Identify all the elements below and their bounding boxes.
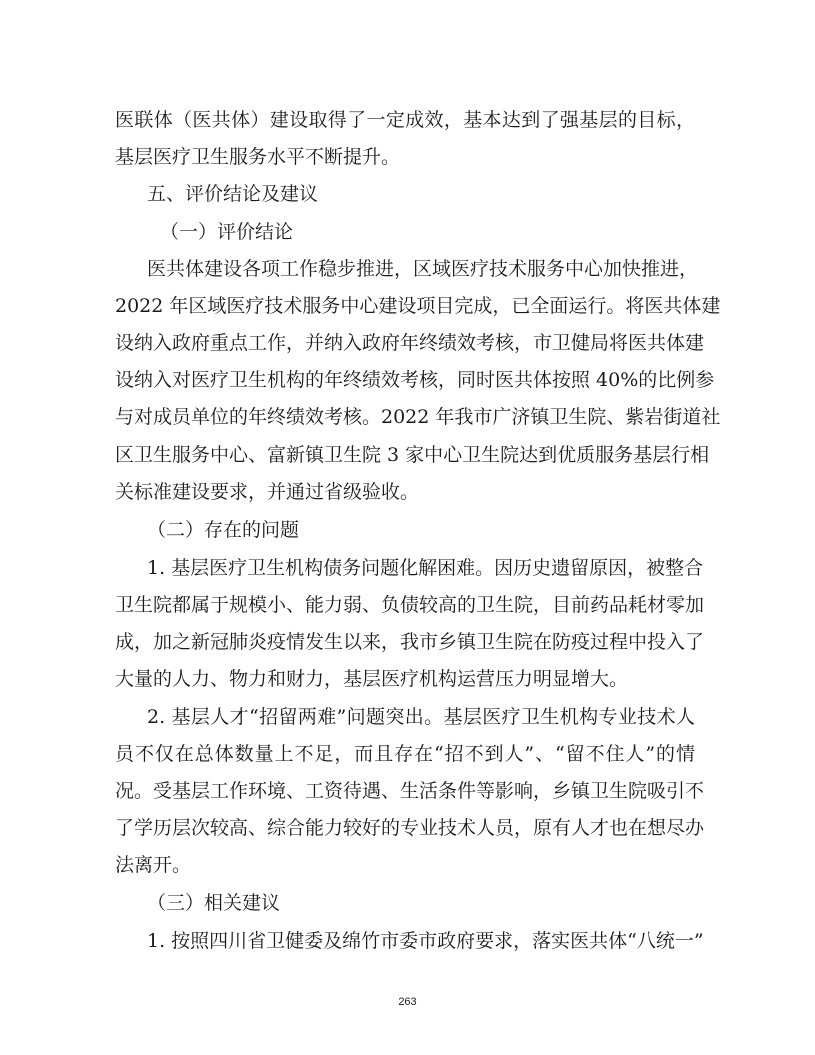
text-line: 1. 基层医疗卫生机构债务问题化解困难。因历史遗留原因，被整合 [147,557,704,579]
page-number: 263 [398,996,417,1008]
text-line: 2. 基层人才“招留两难”问题突出。基层医疗卫生机构专业技术人 [147,706,695,728]
subsection-heading: （二）存在的问题 [147,519,300,541]
subsection-heading: （三）相关建议 [147,892,281,914]
text-line: 医联体（医共体）建设取得了一定成效，基本达到了强基层的目标， [115,109,695,131]
text-line: 关标准建设要求，并通过省级验收。 [115,481,420,503]
text-line: 大量的人力、物力和财力，基层医疗机构运营压力明显增大。 [115,668,629,690]
text-line: 设纳入对医疗卫生机构的年终绩效考核，同时医共体按照 40%的比例参 [115,369,715,391]
text-line: 与对成员单位的年终绩效考核。2022 年我市广济镇卫生院、紫岩街道社 [115,406,721,428]
text-line: 成，加之新冠肺炎疫情发生以来，我市乡镇卫生院在防疫过程中投入了 [115,631,705,653]
text-line: 员不仅在总体数量上不足，而且存在“招不到人”、“留不住人”的情 [115,743,695,765]
text-line: 设纳入政府重点工作，并纳入政府年终绩效考核，市卫健局将医共体建 [115,332,705,354]
text-line: 医共体建设各项工作稳步推进，区域医疗技术服务中心加快推进， [147,258,699,280]
text-line: 了学历层次较高、综合能力较好的专业技术人员，原有人才也在想尽办 [115,817,705,839]
text-line: 1. 按照四川省卫健委及绵竹市委市政府要求，落实医共体“八统一” [147,930,704,952]
text-line: 基层医疗卫生服务水平不断提升。 [115,146,401,168]
text-line: 卫生院都属于规模小、能力弱、负债较高的卫生院，目前药品耗材零加 [115,594,705,616]
text-line: 区卫生服务中心、富新镇卫生院 3 家中心卫生院达到优质服务基层行相 [115,444,710,466]
text-line: 况。受基层工作环境、工资待遇、生活条件等影响，乡镇卫生院吸引不 [115,780,705,802]
section-heading: 五、评价结论及建议 [147,183,319,205]
text-line: 2022 年区域医疗技术服务中心建设项目完成，已全面运行。将医共体建 [115,295,721,317]
subsection-heading: （一）评价结论 [160,221,294,243]
text-line: 法离开。 [115,854,192,876]
